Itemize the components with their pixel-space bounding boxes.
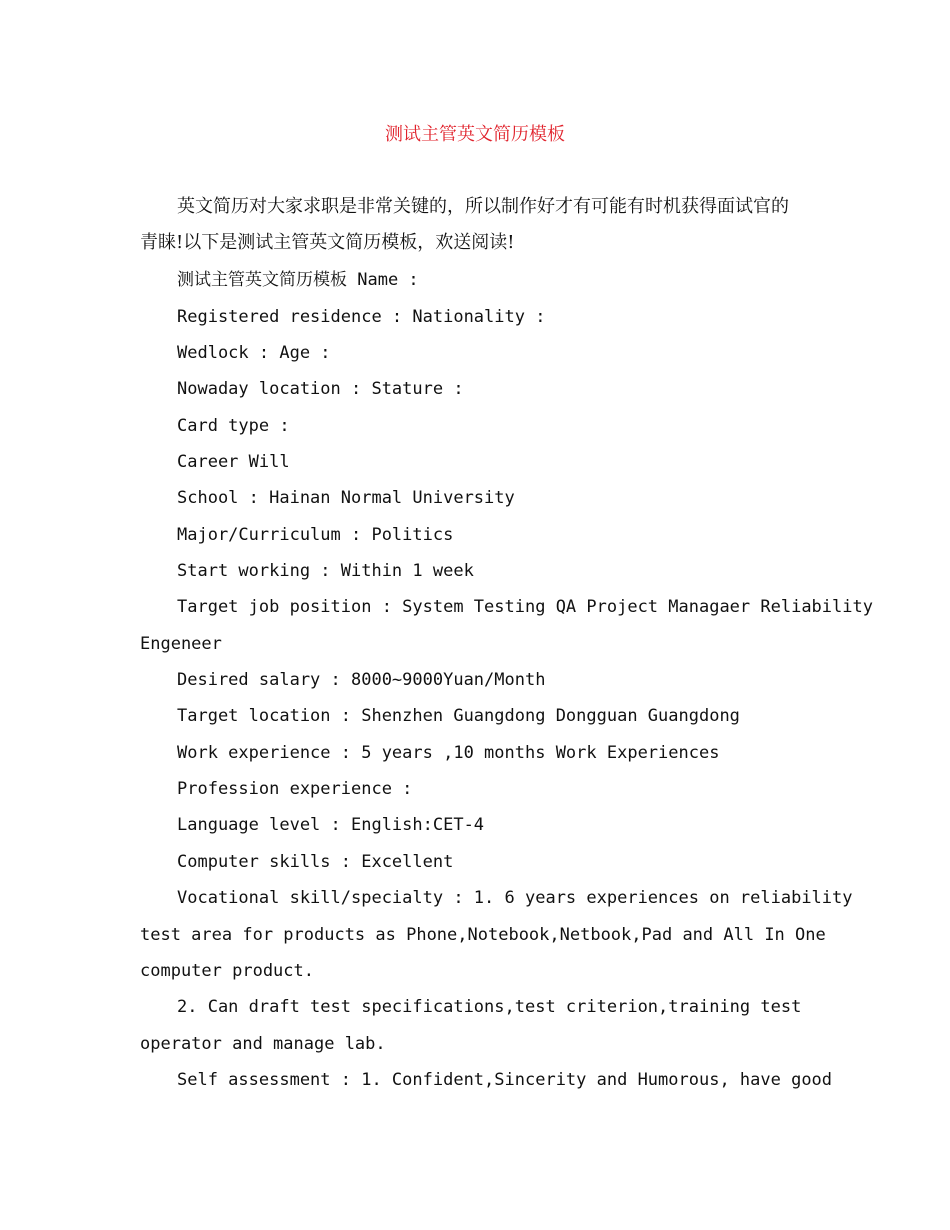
resume-line: operator and manage lab.	[140, 1034, 386, 1054]
resume-line: 测试主管英文简历模板 Name :	[177, 270, 419, 290]
document-title: 测试主管英文简历模板	[385, 124, 565, 145]
resume-line: Engeneer	[140, 634, 222, 654]
intro-line-1: 英文简历对大家求职是非常关键的，所以制作好才有可能有时机获得面试官的	[177, 196, 789, 217]
resume-line: Card type :	[177, 416, 290, 436]
resume-line: Computer skills : Excellent	[177, 852, 454, 872]
resume-line: Nowaday location : Stature :	[177, 379, 464, 399]
resume-line: Start working : Within 1 week	[177, 561, 474, 581]
resume-line: Work experience : 5 years ,10 months Work Experiences	[177, 743, 720, 763]
resume-line: Wedlock : Age :	[177, 343, 331, 363]
resume-line: Registered residence : Nationality :	[177, 307, 546, 327]
resume-line: Career Will	[177, 452, 290, 472]
resume-line: Target location : Shenzhen Guangdong Dongguan Guangdong	[177, 706, 740, 726]
resume-line: Vocational skill/specialty : 1. 6 years experiences on reliability	[177, 888, 853, 908]
resume-line: Profession experience :	[177, 779, 413, 799]
resume-line: test area for products as Phone,Notebook,Netbook,Pad and All In One	[140, 925, 826, 945]
resume-line: Language level : English:CET-4	[177, 815, 485, 835]
resume-line: 2. Can draft test specifications,test criterion,training test	[177, 997, 802, 1017]
resume-line: Desired salary : 8000~9000Yuan/Month	[177, 670, 546, 690]
intro-line-2: 青睐!以下是测试主管英文简历模板，欢送阅读!	[140, 232, 515, 253]
resume-line: Target job position : System Testing QA Project Managaer Reliability	[177, 597, 873, 617]
resume-line: School : Hainan Normal University	[177, 488, 515, 508]
resume-line: Self assessment : 1. Confident,Sincerity and Humorous, have good	[177, 1070, 833, 1090]
resume-line: Major/Curriculum : Politics	[177, 525, 454, 545]
resume-line: computer product.	[140, 961, 314, 981]
